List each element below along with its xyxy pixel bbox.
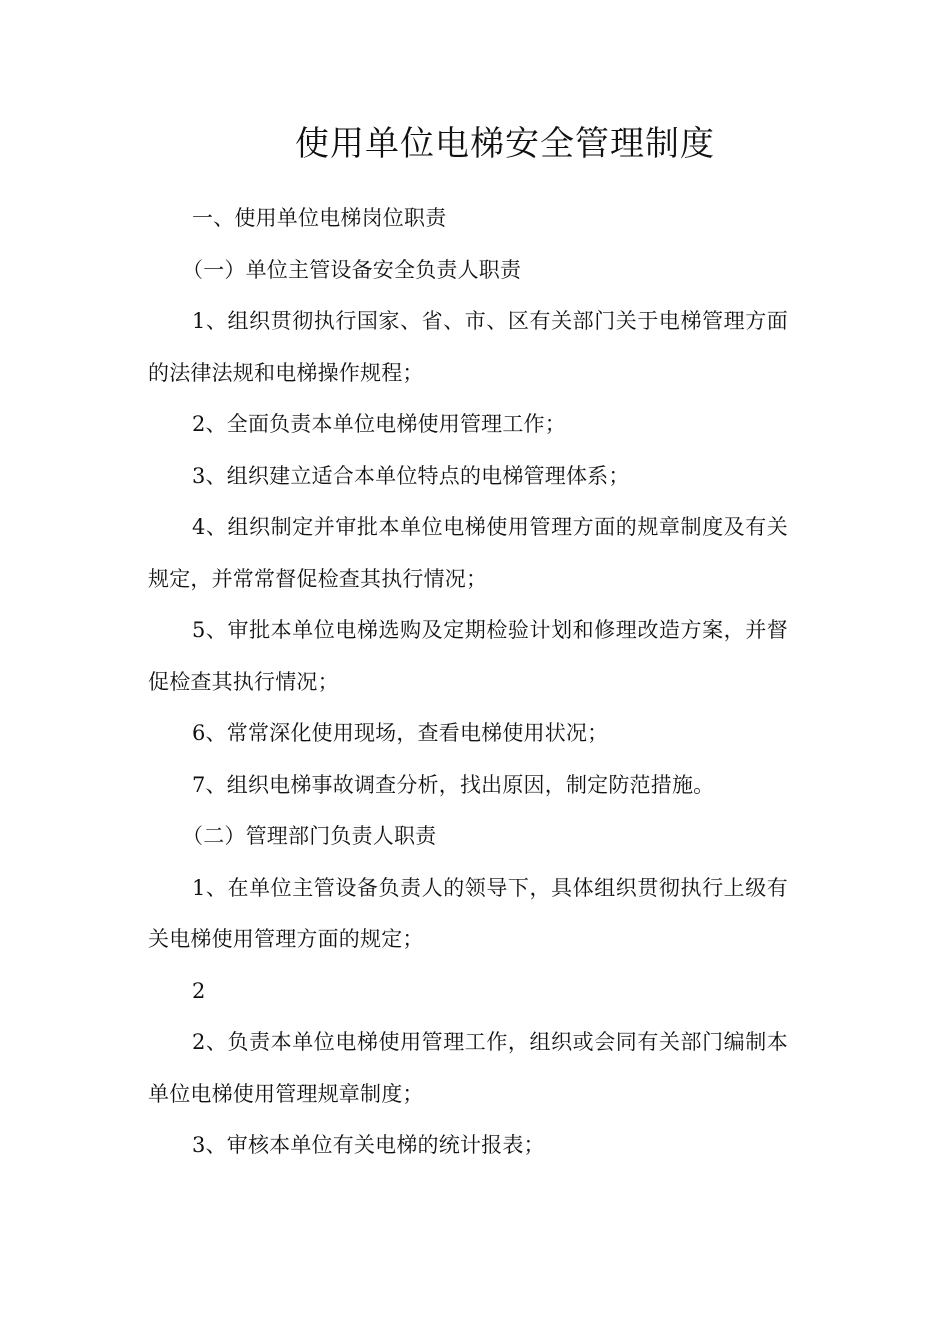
paragraph: 7、组织电梯事故调查分析，找出原因，制定防范措施。 <box>192 772 715 797</box>
section-heading: 一、使用单位电梯岗位职责 <box>192 206 447 230</box>
subsection-heading: （二）管理部门负责人职责 <box>182 824 437 848</box>
paragraph: 5、审批本单位电梯选购及定期检验计划和修理改造方案，并督促检查其执行情况； <box>148 618 788 694</box>
subsection-heading: （一）单位主管设备安全负责人职责 <box>182 257 522 282</box>
paragraph: 2、全面负责本单位电梯使用管理工作； <box>192 412 566 436</box>
paragraph: 1、组织贯彻执行国家、省、市、区有关部门关于电梯管理方面的法律法规和电梯操作规程； <box>148 309 788 385</box>
page-number-marker: 2 <box>192 978 206 1003</box>
paragraph: 6、常常深化使用现场，查看电梯使用状况； <box>192 721 609 745</box>
paragraph: 3、组织建立适合本单位特点的电梯管理体系； <box>192 463 630 488</box>
paragraph: 3、审核本单位有关电梯的统计报表； <box>192 1133 545 1157</box>
paragraph: 2、负责本单位电梯使用管理工作，组织或会同有关部门编制本单位电梯使用管理规章制度； <box>148 1030 788 1106</box>
paragraph: 1、在单位主管设备负责人的领导下，具体组织贯彻执行上级有关电梯使用管理方面的规定； <box>148 875 788 951</box>
document-body <box>148 193 788 1172</box>
paragraph: 4、组织制定并审批本单位电梯使用管理方面的规章制度及有关规定，并常常督促检查其执行情况； <box>148 515 788 591</box>
document-title: 使用单位电梯安全管理制度 <box>295 124 715 164</box>
